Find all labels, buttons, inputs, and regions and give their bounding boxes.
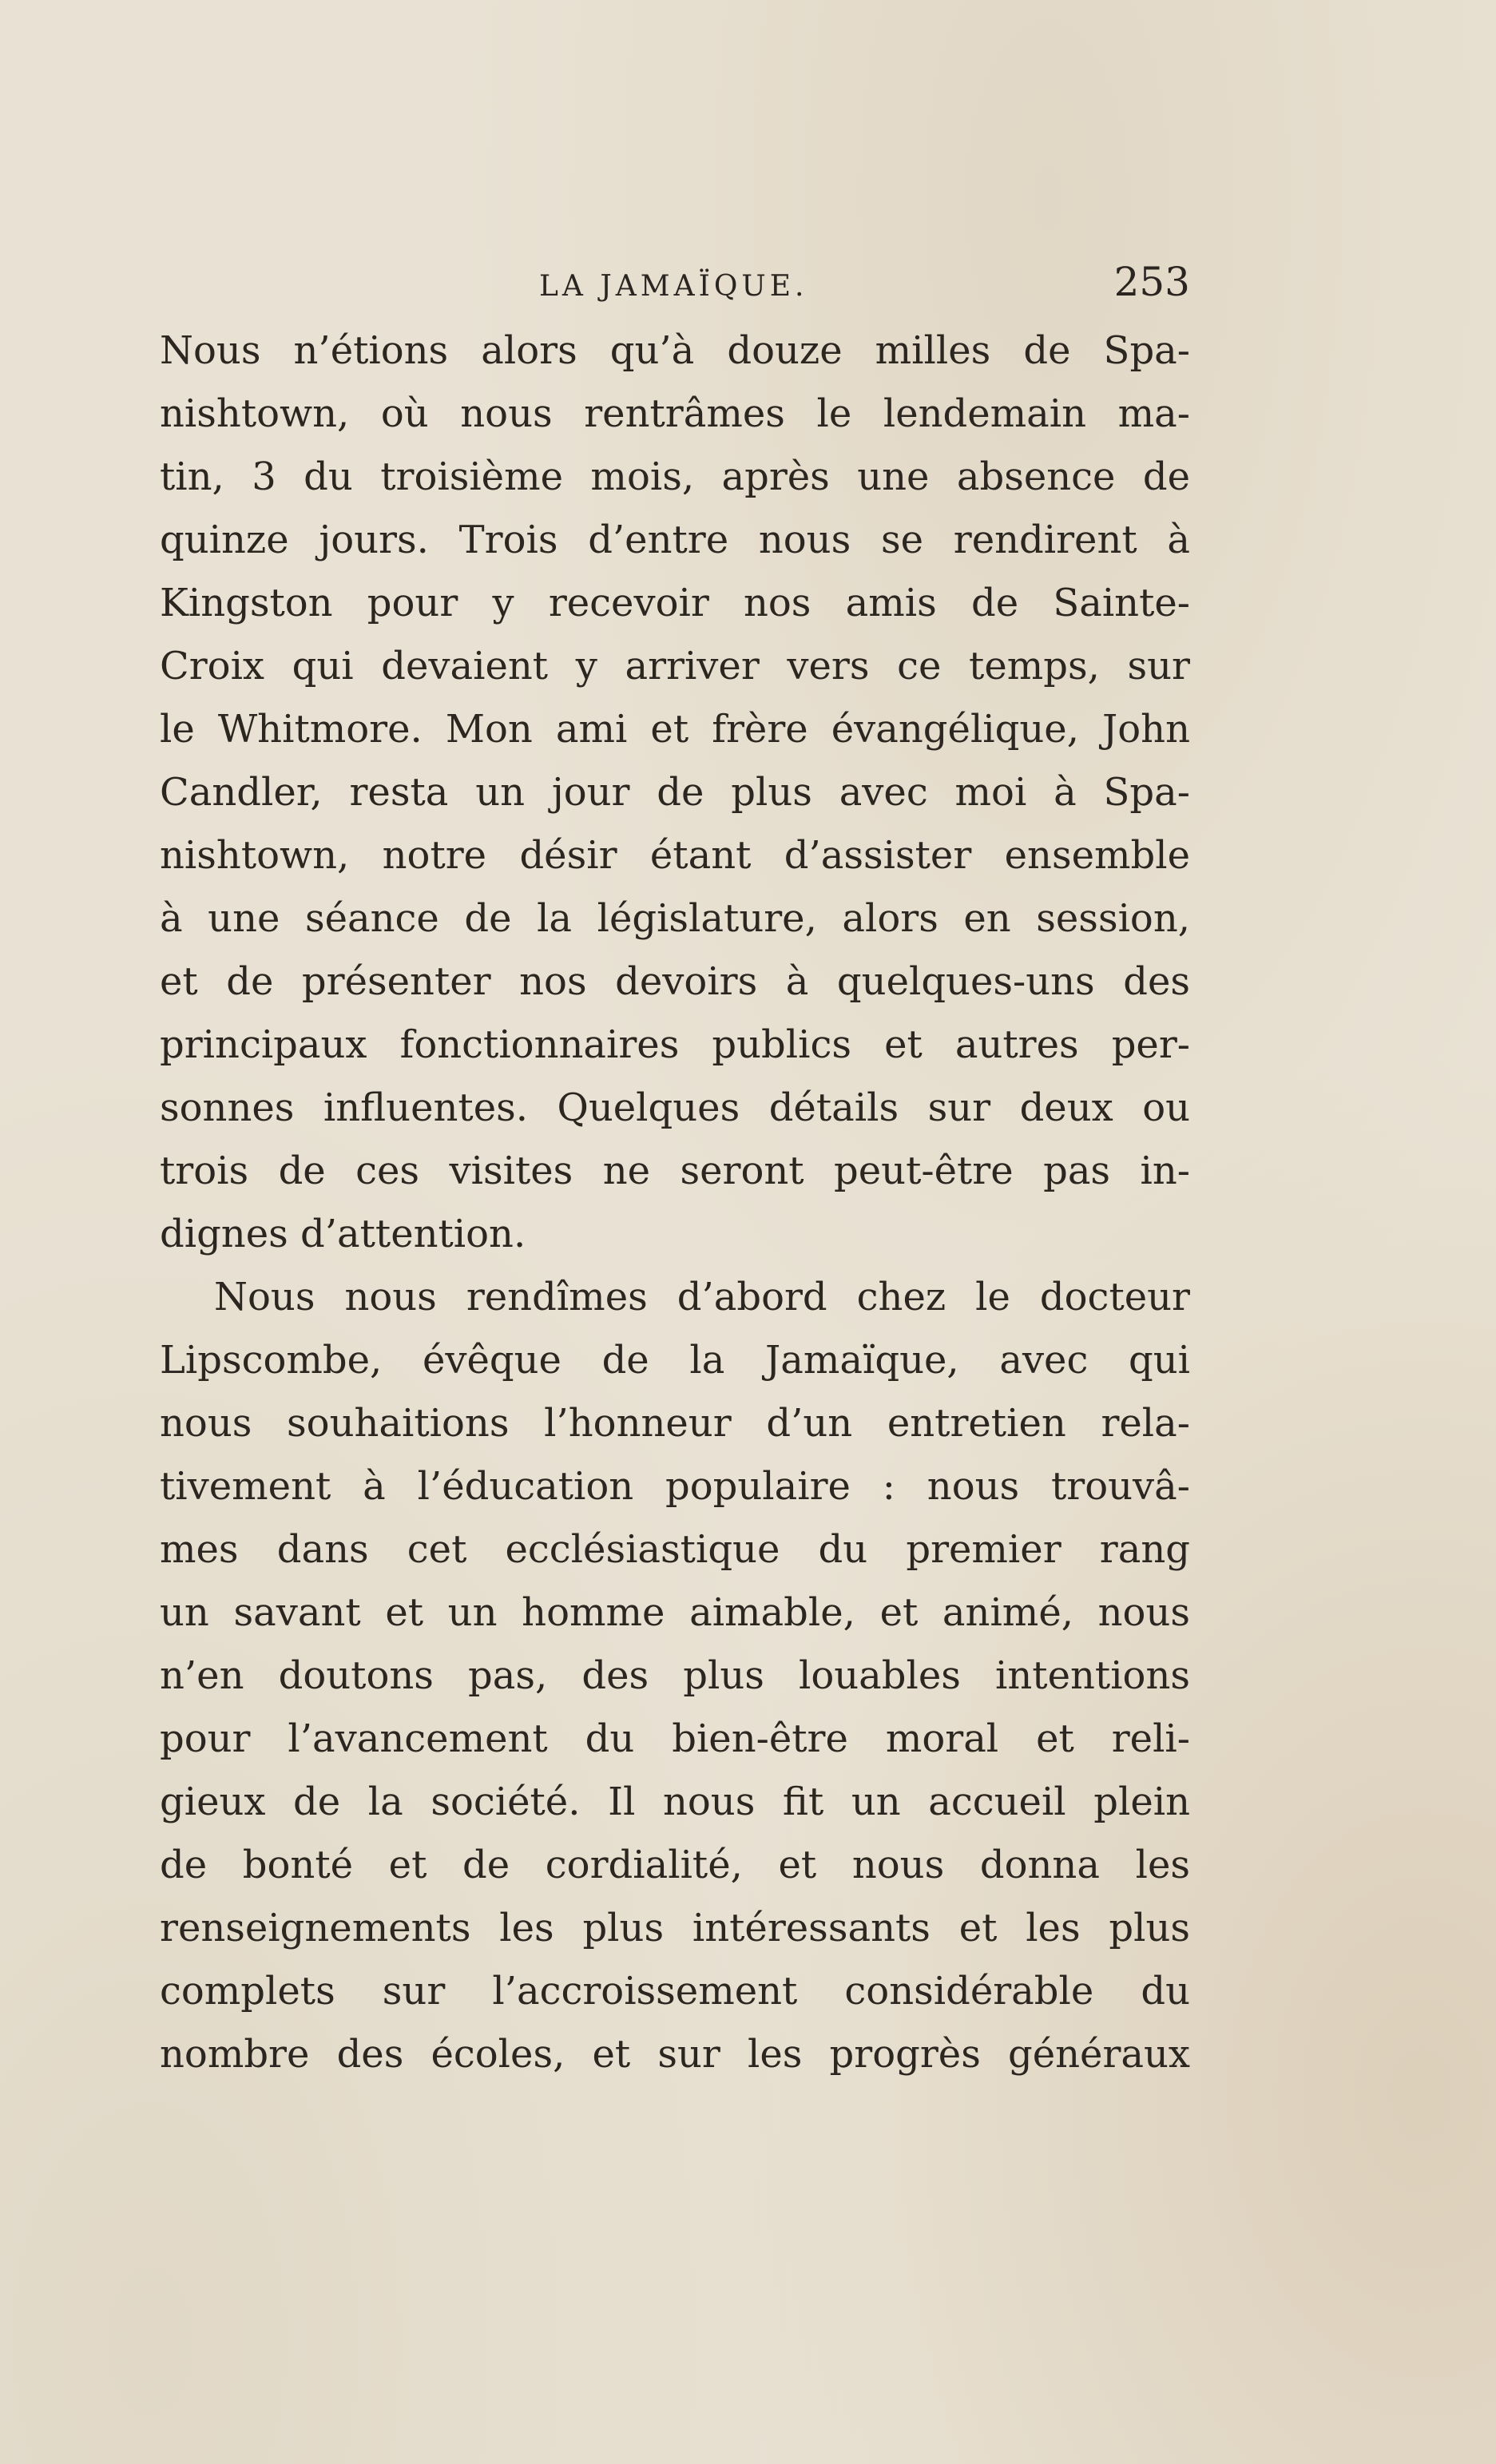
text-line: pour l’avancement du bien-être moral et reli-	[160, 1716, 1190, 1761]
text-line: Croix qui devaient y arriver vers ce temps, sur	[160, 644, 1190, 688]
page-number: 253	[1113, 259, 1190, 305]
text-line: nous souhaitions l’honneur d’un entretien rela-	[160, 1401, 1190, 1446]
text-line: quinze jours. Trois d’entre nous se rendirent à	[160, 518, 1190, 562]
text-line: sonnes influentes. Quelques détails sur deux ou	[160, 1085, 1190, 1130]
text-line: et de présenter nos devoirs à quelques-uns des	[160, 959, 1190, 1004]
text-line: le Whitmore. Mon ami et frère évangélique, John	[160, 707, 1190, 752]
text-line: nishtown, où nous rentrâmes le lendemain ma-	[160, 391, 1190, 436]
running-head-title: LA JAMAÏQUE.	[539, 270, 808, 303]
paragraph-2	[160, 1266, 1190, 2086]
text-line: dignes d’attention.	[160, 1212, 526, 1256]
text-line: renseignements les plus intéressants et les plus	[160, 1906, 1190, 1950]
text-line: Kingston pour y recevoir nos amis de Sainte-	[160, 581, 1190, 625]
text-line: nombre des écoles, et sur les progrès généraux	[160, 2032, 1190, 2077]
text-line: Nous n’étions alors qu’à douze milles de Spa-	[160, 328, 1190, 373]
text-line: tin, 3 du troisième mois, après une absence de	[160, 454, 1190, 499]
text-line: n’en doutons pas, des plus louables intentions	[160, 1653, 1190, 1698]
text-line: principaux fonctionnaires publics et autres per-	[160, 1022, 1190, 1067]
text-line: à une séance de la législature, alors en session,	[160, 896, 1190, 941]
body-text	[160, 319, 1190, 2086]
text-line: Nous nous rendîmes d’abord chez le docteur	[214, 1275, 1190, 1319]
text-line: de bonté et de cordialité, et nous donna les	[160, 1843, 1190, 1887]
text-line: Lipscombe, évêque de la Jamaïque, avec qui	[160, 1338, 1190, 1383]
text-line: mes dans cet ecclésiastique du premier rang	[160, 1527, 1190, 1572]
text-line: nishtown, notre désir étant d’assister ensemble	[160, 833, 1190, 878]
text-line: trois de ces visites ne seront peut-être pas in-	[160, 1149, 1190, 1193]
running-head	[160, 256, 1190, 311]
text-line: gieux de la société. Il nous fit un accueil plein	[160, 1780, 1190, 1824]
text-line: complets sur l’accroissement considérable du	[160, 1969, 1190, 2014]
paragraph-1	[160, 319, 1190, 1266]
text-line: un savant et un homme aimable, et animé, nous	[160, 1590, 1190, 1635]
text-line: tivement à l’éducation populaire : nous trouvâ-	[160, 1464, 1190, 1509]
text-line: Candler, resta un jour de plus avec moi à Spa-	[160, 770, 1190, 815]
